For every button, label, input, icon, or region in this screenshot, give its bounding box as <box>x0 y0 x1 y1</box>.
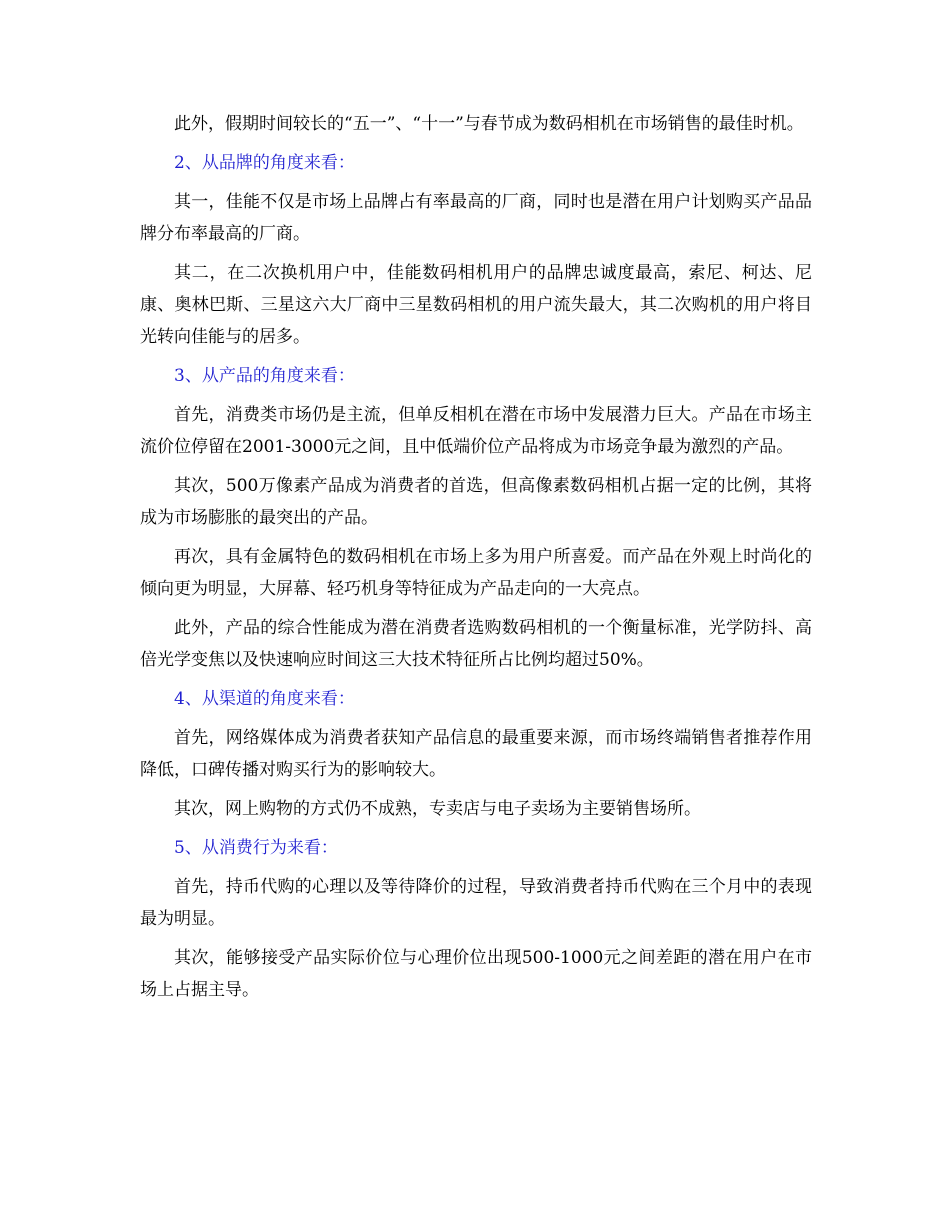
paragraph-brand-second: 其二，在二次换机用户中，佳能数码相机用户的品牌忠诚度最高，索尼、柯达、尼康、奥林巴斯、三星这六大厂商中三星数码相机的用户流失最大，其二次购机的用户将目光转向佳能与的居多。 <box>140 263 812 347</box>
section-heading-consumer-behavior: 5、从消费行为来看： <box>174 838 338 858</box>
paragraph-holiday-timing: 此外，假期时间较长的“五一”、“十一”与春节成为数码相机在市场销售的最佳时机。 <box>174 114 804 134</box>
paragraph-brand-first: 其一，佳能不仅是市场上品牌占有率最高的厂商，同时也是潜在用户计划购买产品品牌分布率最高的厂商。 <box>140 192 812 244</box>
paragraph-behavior-first: 首先，持币代购的心理以及等待降价的过程，导致消费者持币代购在三个月中的表现最为明显。 <box>140 877 812 929</box>
paragraph-product-second: 其次，500万像素产品成为消费者的首选，但高像素数码相机占据一定的比例，其将成为市场膨胀的最突出的产品。 <box>140 476 812 528</box>
section-heading-channel: 4、从渠道的角度来看： <box>174 689 355 709</box>
paragraph-product-third: 再次，具有金属特色的数码相机在市场上多为用户所喜爱。而产品在外观上时尚化的倾向更为明显，大屏幕、轻巧机身等特征成为产品走向的一大亮点。 <box>140 547 812 599</box>
paragraph-channel-first: 首先，网络媒体成为消费者获知产品信息的最重要来源，而市场终端销售者推荐作用降低，口碑传播对购买行为的影响较大。 <box>140 728 812 780</box>
section-heading-product: 3、从产品的角度来看： <box>174 366 355 386</box>
paragraph-channel-second: 其次，网上购物的方式仍不成熟，专卖店与电子卖场为主要销售场所。 <box>174 799 701 819</box>
document-body <box>140 108 812 1013</box>
section-heading-brand: 2、从品牌的角度来看： <box>174 153 355 173</box>
paragraph-product-first: 首先，消费类市场仍是主流，但单反相机在潜在市场中发展潜力巨大。产品在市场主流价位停留在2001-3000元之间，且中低端价位产品将成为市场竞争最为激烈的产品。 <box>140 405 812 457</box>
paragraph-product-fourth: 此外，产品的综合性能成为潜在消费者选购数码相机的一个衡量标准，光学防抖、高倍光学变焦以及快速响应时间这三大技术特征所占比例均超过50%。 <box>140 618 812 670</box>
paragraph-behavior-second: 其次，能够接受产品实际价位与心理价位出现500-1000元之间差距的潜在用户在市场上占据主导。 <box>140 948 812 1000</box>
